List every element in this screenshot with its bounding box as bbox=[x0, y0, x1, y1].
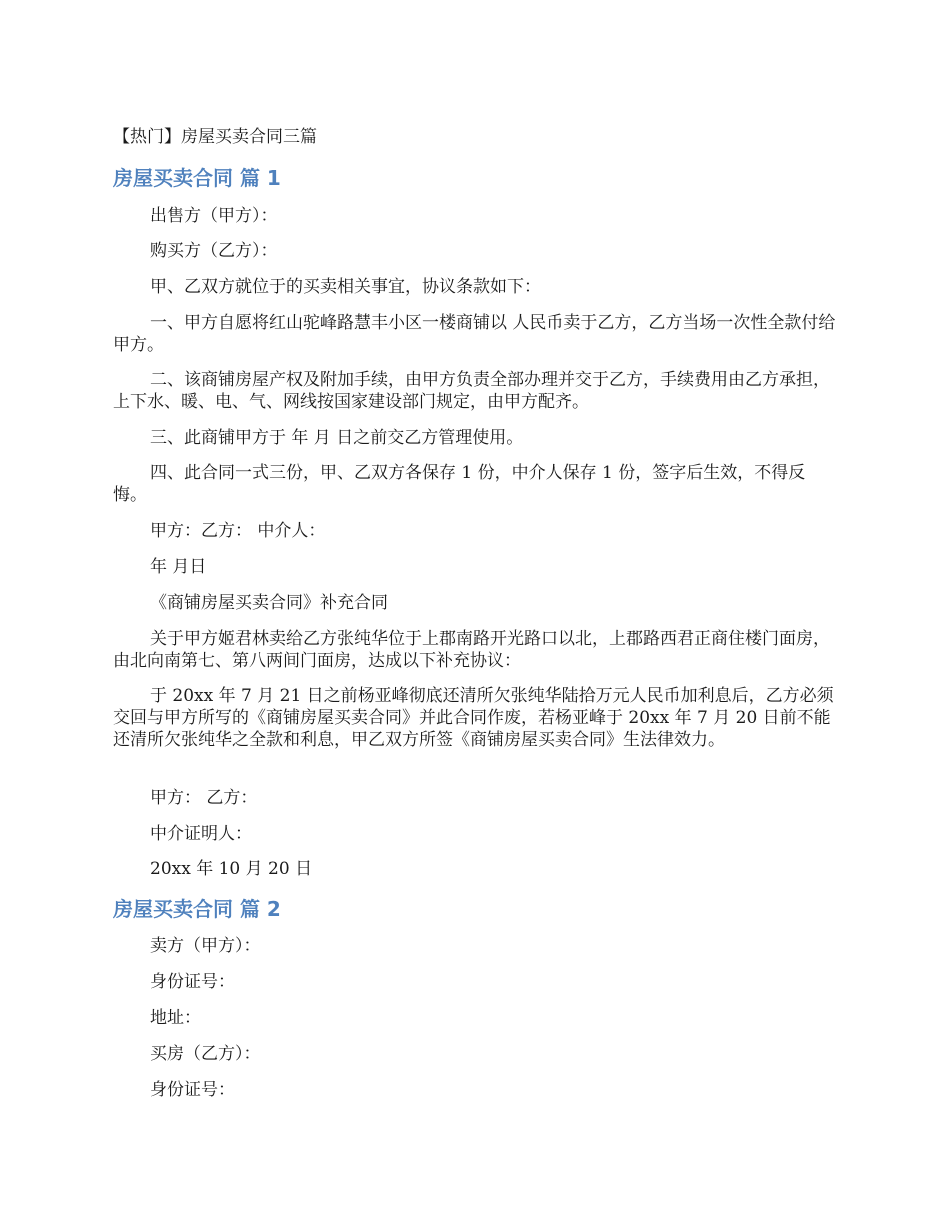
paragraph: 于 20xx 年 7 月 21 日之前杨亚峰彻底还清所欠张纯华陆拾万元人民币加利息后，乙方必须交回与甲方所写的《商铺房屋买卖合同》并此合同作废，若杨亚峰于 20xx 年 7 月 20 日前不能还清所欠张纯华之全款和利息，甲乙双方所签《商铺房屋买卖合同》生法律效力。 bbox=[113, 686, 834, 750]
paragraph: 买房（乙方）： bbox=[150, 1044, 261, 1064]
section-heading-2: 房屋买卖合同 篇 2 bbox=[113, 897, 281, 921]
paragraph: 地址： bbox=[150, 1008, 201, 1028]
paragraph: 《商铺房屋买卖合同》补充合同 bbox=[150, 593, 388, 613]
section-heading-1: 房屋买卖合同 篇 1 bbox=[113, 166, 281, 190]
paragraph: 甲方：乙方： 中介人： bbox=[150, 521, 326, 541]
paragraph: 身份证号： bbox=[150, 972, 235, 992]
paragraph: 中介证明人： bbox=[150, 824, 252, 844]
paragraph: 甲、乙双方就位于的买卖相关事宜，协议条款如下： bbox=[150, 277, 541, 297]
paragraph: 身份证号： bbox=[150, 1080, 235, 1100]
paragraph: 卖方（甲方）： bbox=[150, 936, 261, 956]
paragraph: 一、甲方自愿将红山驼峰路慧丰小区一楼商铺以 人民币卖于乙方，乙方当场一次性全款付给甲方。 bbox=[113, 313, 836, 355]
paragraph: 年 月日 bbox=[150, 557, 207, 577]
paragraph: 20xx 年 10 月 20 日 bbox=[150, 859, 313, 879]
paragraph: 四、此合同一式三份，甲、乙双方各保存 1 份，中介人保存 1 份，签字后生效，不得反悔。 bbox=[113, 463, 806, 505]
paragraph: 三、此商铺甲方于 年 月 日之前交乙方管理使用。 bbox=[150, 428, 524, 448]
paragraph: 甲方： 乙方： bbox=[150, 788, 258, 808]
paragraph: 购买方（乙方）： bbox=[150, 241, 278, 261]
paragraph: 出售方（甲方）： bbox=[150, 206, 278, 226]
paragraph: 关于甲方姬君林卖给乙方张纯华位于上郡南路开光路口以北，上郡路西君正商住楼门面房，由北向南第七、第八两间门面房，达成以下补充协议： bbox=[113, 629, 830, 671]
paragraph: 二、该商铺房屋产权及附加手续，由甲方负责全部办理并交于乙方，手续费用由乙方承担，上下水、暖、电、气、网线按国家建设部门规定，由甲方配齐。 bbox=[113, 370, 830, 412]
document-title: 【热门】房屋买卖合同三篇 bbox=[113, 127, 317, 147]
